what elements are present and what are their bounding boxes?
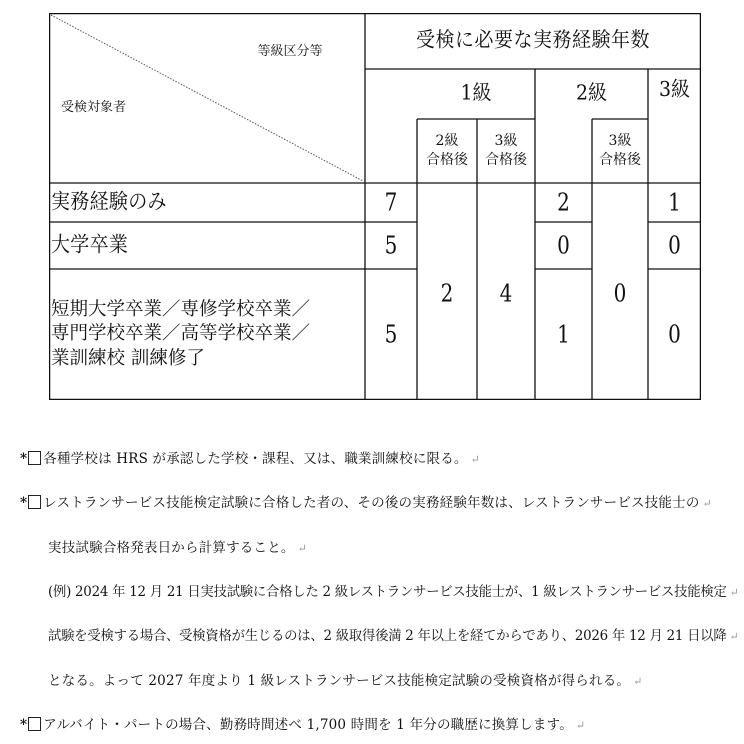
header-target-label: 受検対象者	[61, 99, 127, 115]
header-required-years: 受検に必要な実務経験年数	[415, 28, 650, 52]
return-mark-icon: ↵	[633, 675, 643, 688]
row3-grade3-value: 0	[668, 319, 681, 349]
note-2	[20, 491, 712, 511]
grade-2-header: 2級	[575, 81, 608, 105]
note-1	[20, 447, 480, 467]
note-3-text: アルバイト・パートの場合、勤務時間述べ 1,700 時間を 1 年分の職歴に換算します。	[43, 717, 573, 733]
asterisk-mark: *	[20, 451, 28, 467]
grade-1-header: 1級	[460, 81, 492, 105]
row1-grade3-value: 1	[668, 187, 681, 217]
subcol-g2-after-g3: 3級 合格後	[599, 133, 641, 168]
note-2-example-1	[48, 580, 738, 600]
note-2-line-2: 実技試験合格発表日から計算すること。	[48, 540, 295, 556]
return-mark-icon: ↵	[702, 497, 712, 510]
return-mark-icon: ↵	[297, 542, 308, 555]
row3-grade1-value: 5	[384, 319, 398, 349]
row3-grade2-value: 1	[557, 319, 570, 349]
asterisk-mark: *	[20, 717, 28, 733]
row1-grade2-value: 2	[557, 187, 570, 217]
row2-grade2-value: 0	[557, 230, 570, 260]
row2-grade3-value: 0	[668, 230, 681, 260]
grade-3-header: 3級	[658, 77, 691, 102]
subcol-g1-after-g2: 2級 合格後	[426, 133, 468, 168]
note-2-line-5: となる。よって 2027 年度より 1 級レストランサービス技能検定試験の受検資格が得られる。	[48, 673, 631, 689]
note-2-example-3	[48, 669, 643, 689]
header-category-label: 等級区分等	[257, 43, 323, 59]
row-label-junior-college-etc: 短期大学卒業／専修学校卒業／ 専門学校卒業／高等学校卒業／ 業訓練校 訓練修了	[51, 298, 311, 369]
merged-g2-after-g3-value: 0	[613, 278, 627, 307]
note-2-line-1: レストランサービス技能検定試験に合格した者の、その後の実務経験年数は、レストランサービス技能士の	[43, 495, 700, 511]
note-2-example-2	[48, 624, 738, 644]
row2-grade1-value: 5	[384, 230, 398, 260]
return-mark-icon: ↵	[729, 586, 739, 599]
subcol-g1-after-g3: 3級 合格後	[485, 133, 527, 168]
asterisk-mark: *	[20, 495, 28, 511]
merged-g1-after-g2-value: 2	[440, 278, 454, 307]
return-mark-icon: ↵	[575, 719, 586, 732]
note-2-cont-1	[48, 536, 307, 556]
merged-g1-after-g3-value: 4	[499, 278, 513, 307]
return-mark-icon: ↵	[470, 453, 481, 466]
note-2-line-3: (例) 2024 年 12 月 21 日実技試験に合格した 2 級レストランサービス技能士が、1 級レストランサービス技能検定	[48, 584, 727, 600]
checkbox-square-icon	[28, 717, 41, 731]
checkbox-square-icon	[28, 495, 41, 509]
row1-grade1-value: 7	[384, 187, 398, 217]
note-3	[20, 713, 585, 733]
checkbox-square-icon	[28, 451, 41, 465]
row-label-university: 大学卒業	[51, 232, 129, 257]
note-2-line-4: 試験を受検する場合、受検資格が生じるのは、2 級取得後満 2 年以上を経てからであり、2026 年 12 月 21 日以降	[48, 628, 727, 644]
note-1-text: 各種学校は HRS が承認した学校・課程、又は、職業訓練校に限る。	[43, 451, 468, 467]
return-mark-icon: ↵	[729, 630, 739, 643]
row-label-experience-only: 実務経験のみ	[51, 189, 167, 214]
